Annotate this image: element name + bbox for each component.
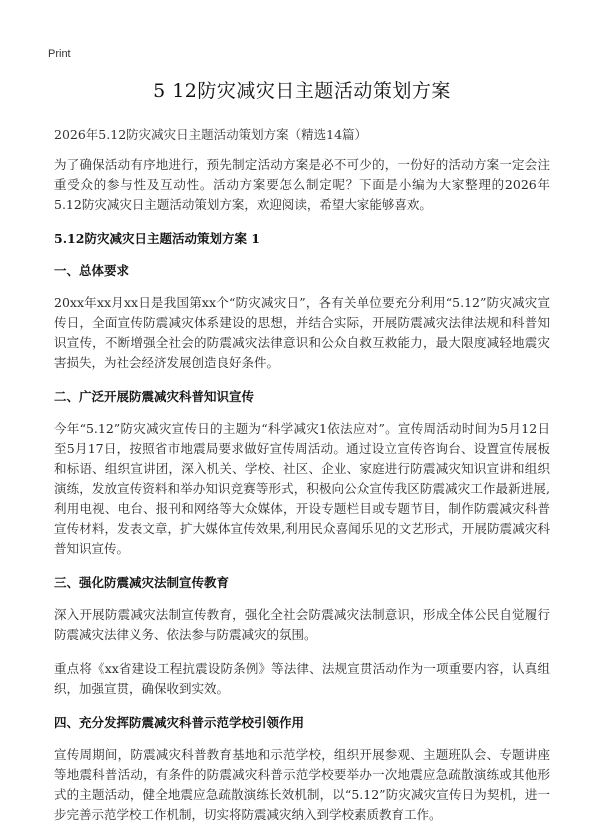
document-body — [54, 76, 550, 839]
section-3-paragraph-2: 重点将《xx省建设工程抗震设防条例》等法律、法规宣贯活动作为一项重要内容，认真组织，加强宣贯，确保收到实效。 — [54, 661, 550, 696]
document-title: 5 12防灾减灾日主题活动策划方案 — [153, 80, 451, 102]
section-4-paragraph-1: 宣传周期间，防震减灾科普教育基地和示范学校，组织开展参观、主题班队会、专题讲座等地震科普活动，有条件的防震减灾科普示范学校要举办一次地震应急疏散演练或其他形式的主题活动，健全地震应急疏散演练长效机制，以“5.12”防灾减灾宣传日为契机，进一步完善示范学校工作机制，切实将防震减灾纳入到学校素质教育工作。 — [54, 747, 550, 822]
intro-paragraph: 为了确保活动有序地进行，预先制定活动方案是必不可少的，一份好的活动方案一定会注重受众的参与性及互动性。活动方案要怎么制定呢？下面是小编为大家整理的2026年5.12防灾减灾日主题活动策划方案，欢迎阅读，希望大家能够喜欢。 — [54, 157, 550, 212]
document-subtitle: 2026年5.12防灾减灾日主题活动策划方案（精选14篇） — [54, 127, 368, 142]
section-heading-2: 二、广泛开展防震减灾科普知识宣传 — [54, 389, 255, 404]
section-2-paragraph-1: 今年“5.12”防灾减灾宣传日的主题为“科学减灾1依法应对”。宣传周活动时间为5月12日至5月17日，按照省市地震局要求做好宣传周活动。通过设立宣传咨询台、设置宣传展板和标语、组织宣讲团，深入机关、学校、社区、企业、家庭进行防震减灾知识宣讲和组织演练，发放宣传资料和举办知识竞赛等形式，积极向公众宣传我区防震减灾工作最新进展,利用电视、电台、报刊和网络等大众媒体，开设专题栏目或专题节目，制作防震减灾科普宣传材料，发表文章，扩大媒体宣传效果,利用民众喜闻乐见的文艺形式，开展防震减灾科普知识宣传。 — [54, 421, 550, 556]
plan-title: 5.12防灾减灾日主题活动策划方案 1 — [54, 231, 260, 246]
section-1-paragraph-1: 20xx年xx月xx日是我国第xx个“防灾减灾日”，各有关单位要充分利用“5.12”防灾减灾宣传日，全面宣传防震减灾体系建设的思想，并结合实际，开展防震减灾法律法规和科普知识宣传，不断增强全社会的防震减灾法律意识和公众自救互救能力，最大限度减轻地震灾害损失，为社会经济发展创造良好条件。 — [54, 295, 550, 370]
section-heading-4: 四、充分发挥防震减灾科普示范学校引领作用 — [54, 715, 305, 730]
section-heading-1: 一、总体要求 — [54, 263, 130, 278]
section-heading-3: 三、强化防震减灾法制宣传教育 — [54, 575, 230, 590]
print-link[interactable]: Print — [48, 48, 71, 60]
section-3-paragraph-1: 深入开展防震减灾法制宣传教育，强化全社会防震减灾法制意识，形成全体公民自觉履行防震减灾法律义务、依法参与防震减灾的氛围。 — [54, 607, 550, 642]
